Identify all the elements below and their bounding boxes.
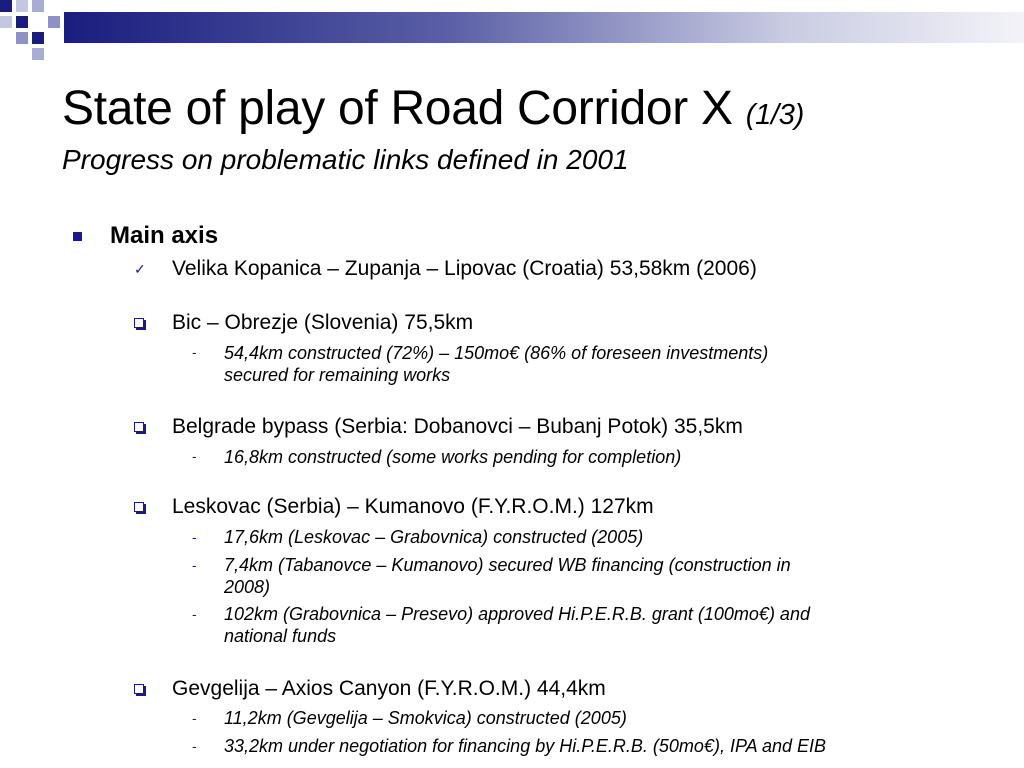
deco-square [16,16,28,28]
deco-square [48,16,60,28]
item-slovenia: Bic – Obrezje (Slovenia) 75,5km [172,311,474,334]
checkmark-bullet-icon: ✓ [134,261,146,277]
deco-square [16,32,28,44]
item-gevgelija: Gevgelija – Axios Canyon (F.Y.R.O.M.) 44,4km [172,677,606,700]
leskovac-sub2-line2: 2008) [224,577,271,597]
header-gradient-bar [64,12,1024,43]
gevgelija-sub1: 11,2km (Gevgelija – Smokvica) constructed (2005) [224,708,627,728]
deco-square [16,0,28,12]
deco-square [32,0,44,12]
leskovac-sub3-line2: national funds [224,626,337,646]
slovenia-sub1-line1: 54,4km constructed (72%) – 150mo€ (86% of foreseen investments) [224,343,769,363]
box-bullet-icon [134,422,144,432]
dash-bullet-icon: - [192,344,197,360]
main-axis-heading: Main axis [110,222,219,249]
item-leskovac: Leskovac (Serbia) – Kumanovo (F.Y.R.O.M.) 127km [172,495,654,518]
leskovac-sub3-line1: 102km (Grabovnica – Presevo) approved Hi.P.E.R.B. grant (100mo€) and [224,604,810,624]
slovenia-sub1-line2: secured for remaining works [224,365,451,385]
box-bullet-icon [134,684,144,694]
deco-square [32,48,44,60]
box-bullet-icon [134,318,144,328]
dash-bullet-icon: - [192,606,197,622]
dash-bullet-icon: - [192,448,197,464]
belgrade-sub1: 16,8km constructed (some works pending for completion) [224,447,682,467]
dash-bullet-icon: - [192,710,197,726]
deco-square [0,16,12,28]
leskovac-sub1: 17,6km (Leskovac – Grabovnica) constructed (2005) [224,527,644,547]
slide-subtitle: Progress on problematic links defined in 2001 [62,144,629,175]
slide-title-part: (1/3) [745,99,804,131]
deco-square [48,0,60,12]
deco-square [0,0,12,12]
slide-title [62,80,804,144]
gevgelija-sub2: 33,2km under negotiation for financing by Hi.P.E.R.B. (50mo€), IPA and EIB [224,736,826,756]
dash-bullet-icon: - [192,738,197,754]
header-decoration [0,0,1024,80]
dash-bullet-icon: - [192,557,197,573]
item-croatia: Velika Kopanica – Zupanja – Lipovac (Croatia) 53,58km (2006) [172,257,757,280]
square-bullet-icon [73,232,82,241]
deco-square [32,32,44,44]
leskovac-sub2-line1: 7,4km (Tabanovce – Kumanovo) secured WB financing (construction in [224,555,791,575]
box-bullet-icon [134,502,144,512]
dash-bullet-icon: - [192,529,197,545]
slide-title-text: State of play of Road Corridor X [62,82,733,135]
item-belgrade: Belgrade bypass (Serbia: Dobanovci – Bubanj Potok) 35,5km [172,415,743,438]
